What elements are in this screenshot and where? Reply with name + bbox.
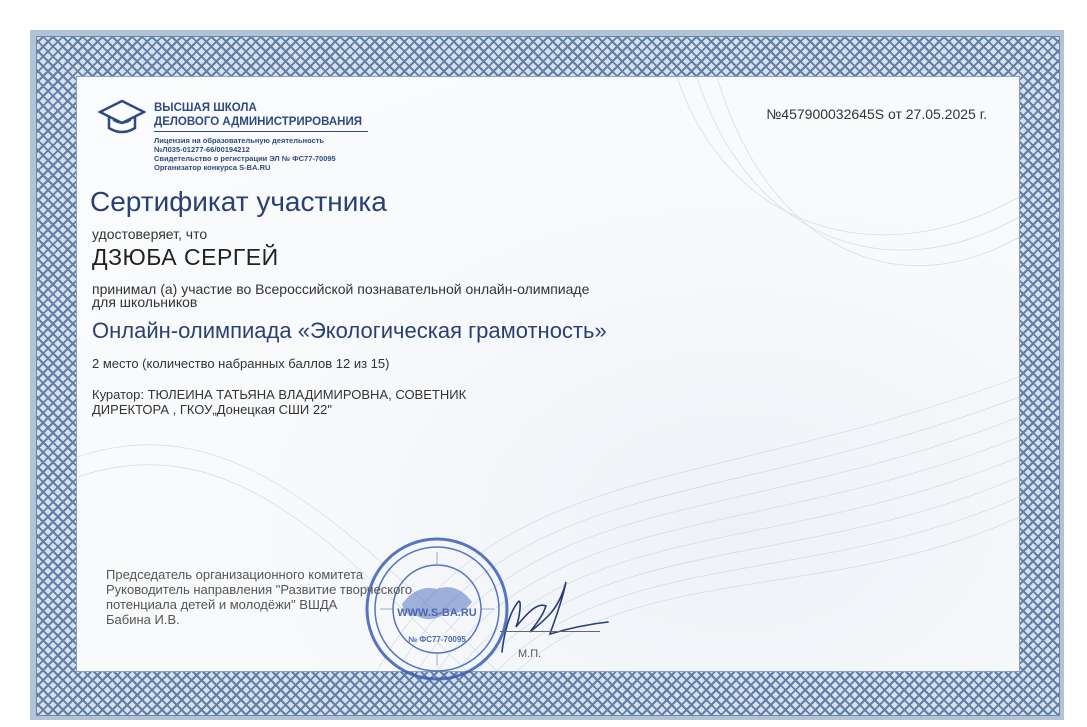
graduation-cap-logo-icon: [98, 98, 146, 138]
curator-text: [92, 387, 552, 417]
stamp-place-label: М.П.: [518, 648, 542, 660]
license-number: №Л035-01277-66/00194212: [154, 145, 250, 154]
signatory-line2: Руководитель направления "Развитие творческого: [106, 582, 413, 597]
result-text: 2 место (количество набранных баллов 12 из 15): [92, 356, 390, 371]
certifies-text: удостоверяет, что: [92, 226, 208, 242]
signature-line: [500, 631, 600, 632]
registration-text: Свидетельство о регистрации ЭЛ № ФС77-70095: [154, 154, 336, 163]
organization-divider: [154, 131, 368, 132]
organization-details: [154, 136, 336, 172]
participation-line1: принимал (а) участие во Всероссийской познавательной онлайн-олимпиаде: [92, 281, 590, 297]
signatory-block: [106, 567, 486, 627]
signatory-line1: Председатель организационного комитета: [106, 567, 364, 582]
signatory-name: Бабина И.В.: [106, 612, 180, 627]
organization-name-line2: ДЕЛОВОГО АДМИНИСТРИРОВАНИЯ: [154, 116, 363, 128]
certificate-title: Сертификат участника: [90, 186, 387, 217]
organization-name: [154, 101, 384, 129]
certificate-number: №457900032645S от 27.05.2025 г.: [766, 106, 987, 122]
license-text: Лицензия на образовательную деятельность: [154, 136, 325, 145]
curator-line1: Куратор: ТЮЛЕИНА ТАТЬЯНА ВЛАДИМИРОВНА, СОВЕТНИК: [92, 387, 467, 402]
organization-name-line1: ВЫСШАЯ ШКОЛА: [154, 102, 257, 114]
handwritten-signature: [480, 572, 610, 662]
stamp-bottom-text: № ФС77-70095: [408, 635, 466, 644]
organizer-text: Организатор конкурса S-BA.RU: [154, 163, 271, 172]
stamp-center-text: WWW.S-BA.RU: [397, 607, 477, 619]
recipient-name: ДЗЮБА СЕРГЕЙ: [92, 244, 279, 270]
participation-line2: для школьников: [92, 294, 198, 310]
olympiad-name: Онлайн-олимпиада «Экологическая грамотность»: [92, 318, 607, 343]
curator-line2: ДИРЕКТОРА , ГКОУ„Донецкая СШИ 22": [92, 402, 332, 417]
participation-text: [92, 283, 732, 309]
signatory-line3: потенциала детей и молодёжи" ВШДА: [106, 597, 338, 612]
